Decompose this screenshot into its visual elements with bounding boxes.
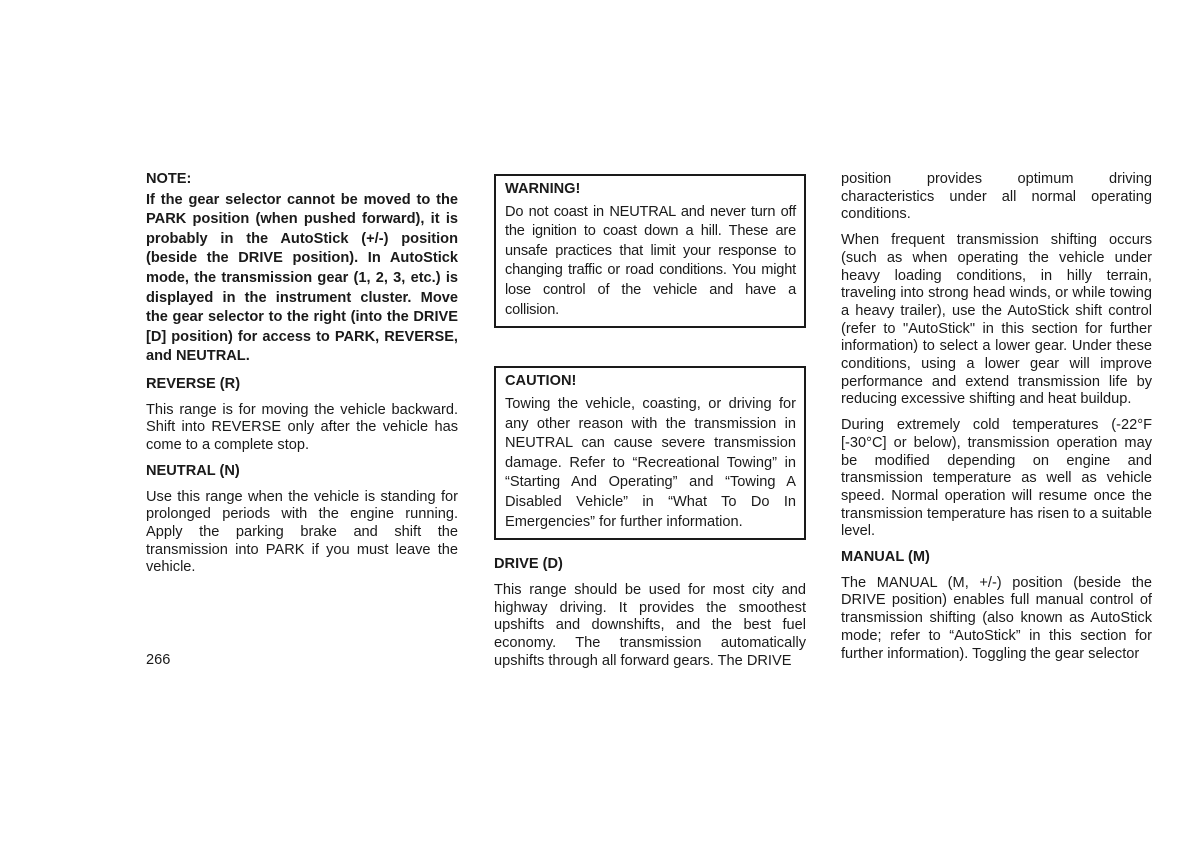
caution-text: Towing the vehicle, coasting, or driving for any other reason with the transmission in NEUTRAL can cause severe transmission damage. Refer to “Recreational Towing” in “Starting And Operating” and “Towing A Disabled Vehicle” in “What To Do In Emergencies” for further information. [505, 395, 796, 530]
left-column [146, 171, 458, 585]
caution-box [494, 366, 806, 540]
reverse-heading: REVERSE (R) [146, 376, 241, 393]
middle-column [494, 174, 806, 678]
page-number: 266 [146, 652, 171, 668]
neutral-heading: NEUTRAL (N) [146, 462, 240, 479]
right-column [841, 171, 1152, 671]
reverse-text: This range is for moving the vehicle backward. Shift into REVERSE only after the vehicle has come to a complete stop. [146, 401, 458, 454]
note-text: If the gear selector cannot be moved to the PARK position (when pushed forward), it is probably in the AutoStick (+/-) position (beside the DRIVE position). In AutoStick mode, the transmission gear (1, 2, 3, etc.) is displayed in the instrument cluster. Move the gear selector to the right (into the DRIVE [D] position) for access to PARK, REVERSE, and NEUTRAL. [146, 191, 458, 365]
drive-continued-text: position provides optimum driving characteristics under all normal operating conditions. [841, 171, 1152, 223]
frequent-shifting-text: When frequent transmission shifting occurs (such as when operating the vehicle under heavy loading conditions, in hilly terrain, traveling into strong head winds, or while towing a heavy trailer), use the AutoStick shift control (refer to "AutoStick" in this section for further information) to select a lower gear. Under these conditions, using a lower gear will improve performance and extend transmission life by reducing excessive shifting and heat buildup. [841, 232, 1152, 408]
drive-heading: DRIVE (D) [494, 556, 563, 573]
drive-text: This range should be used for most city and highway driving. It provides the smoothest upshifts and downshifts, and the best fuel economy. The transmission automatically upshifts through all forward gears. The DRIVE [494, 581, 806, 669]
warning-title: WARNING! [505, 181, 581, 197]
note-label: NOTE: [146, 171, 192, 187]
warning-box [494, 174, 806, 328]
caution-title: CAUTION! [505, 373, 577, 390]
warning-text: Do not coast in NEUTRAL and never turn off the ignition to coast down a hill. These are unsafe practices that limit your response to changing traffic or road conditions. You might lose control of the vehicle and have a collision. [505, 203, 796, 318]
neutral-text: Use this range when the vehicle is standing for prolonged periods with the engine running. Apply the parking brake and shift the transmission into PARK if you must leave the vehicle. [146, 488, 458, 576]
cold-temperature-text: During extremely cold temperatures (-22°F [-30°C] or below), transmission operation may be modified depending on engine and transmission temperature as well as vehicle speed. Normal operation will resume once the transmission temperature has risen to a suitable level. [841, 417, 1152, 540]
manual-heading: MANUAL (M) [841, 549, 930, 566]
manual-text: The MANUAL (M, +/-) position (beside the DRIVE position) enables full manual control of transmission shifting (also known as AutoStick mode; refer to “AutoStick” in this section for further information). Toggling the gear selector [841, 574, 1152, 662]
